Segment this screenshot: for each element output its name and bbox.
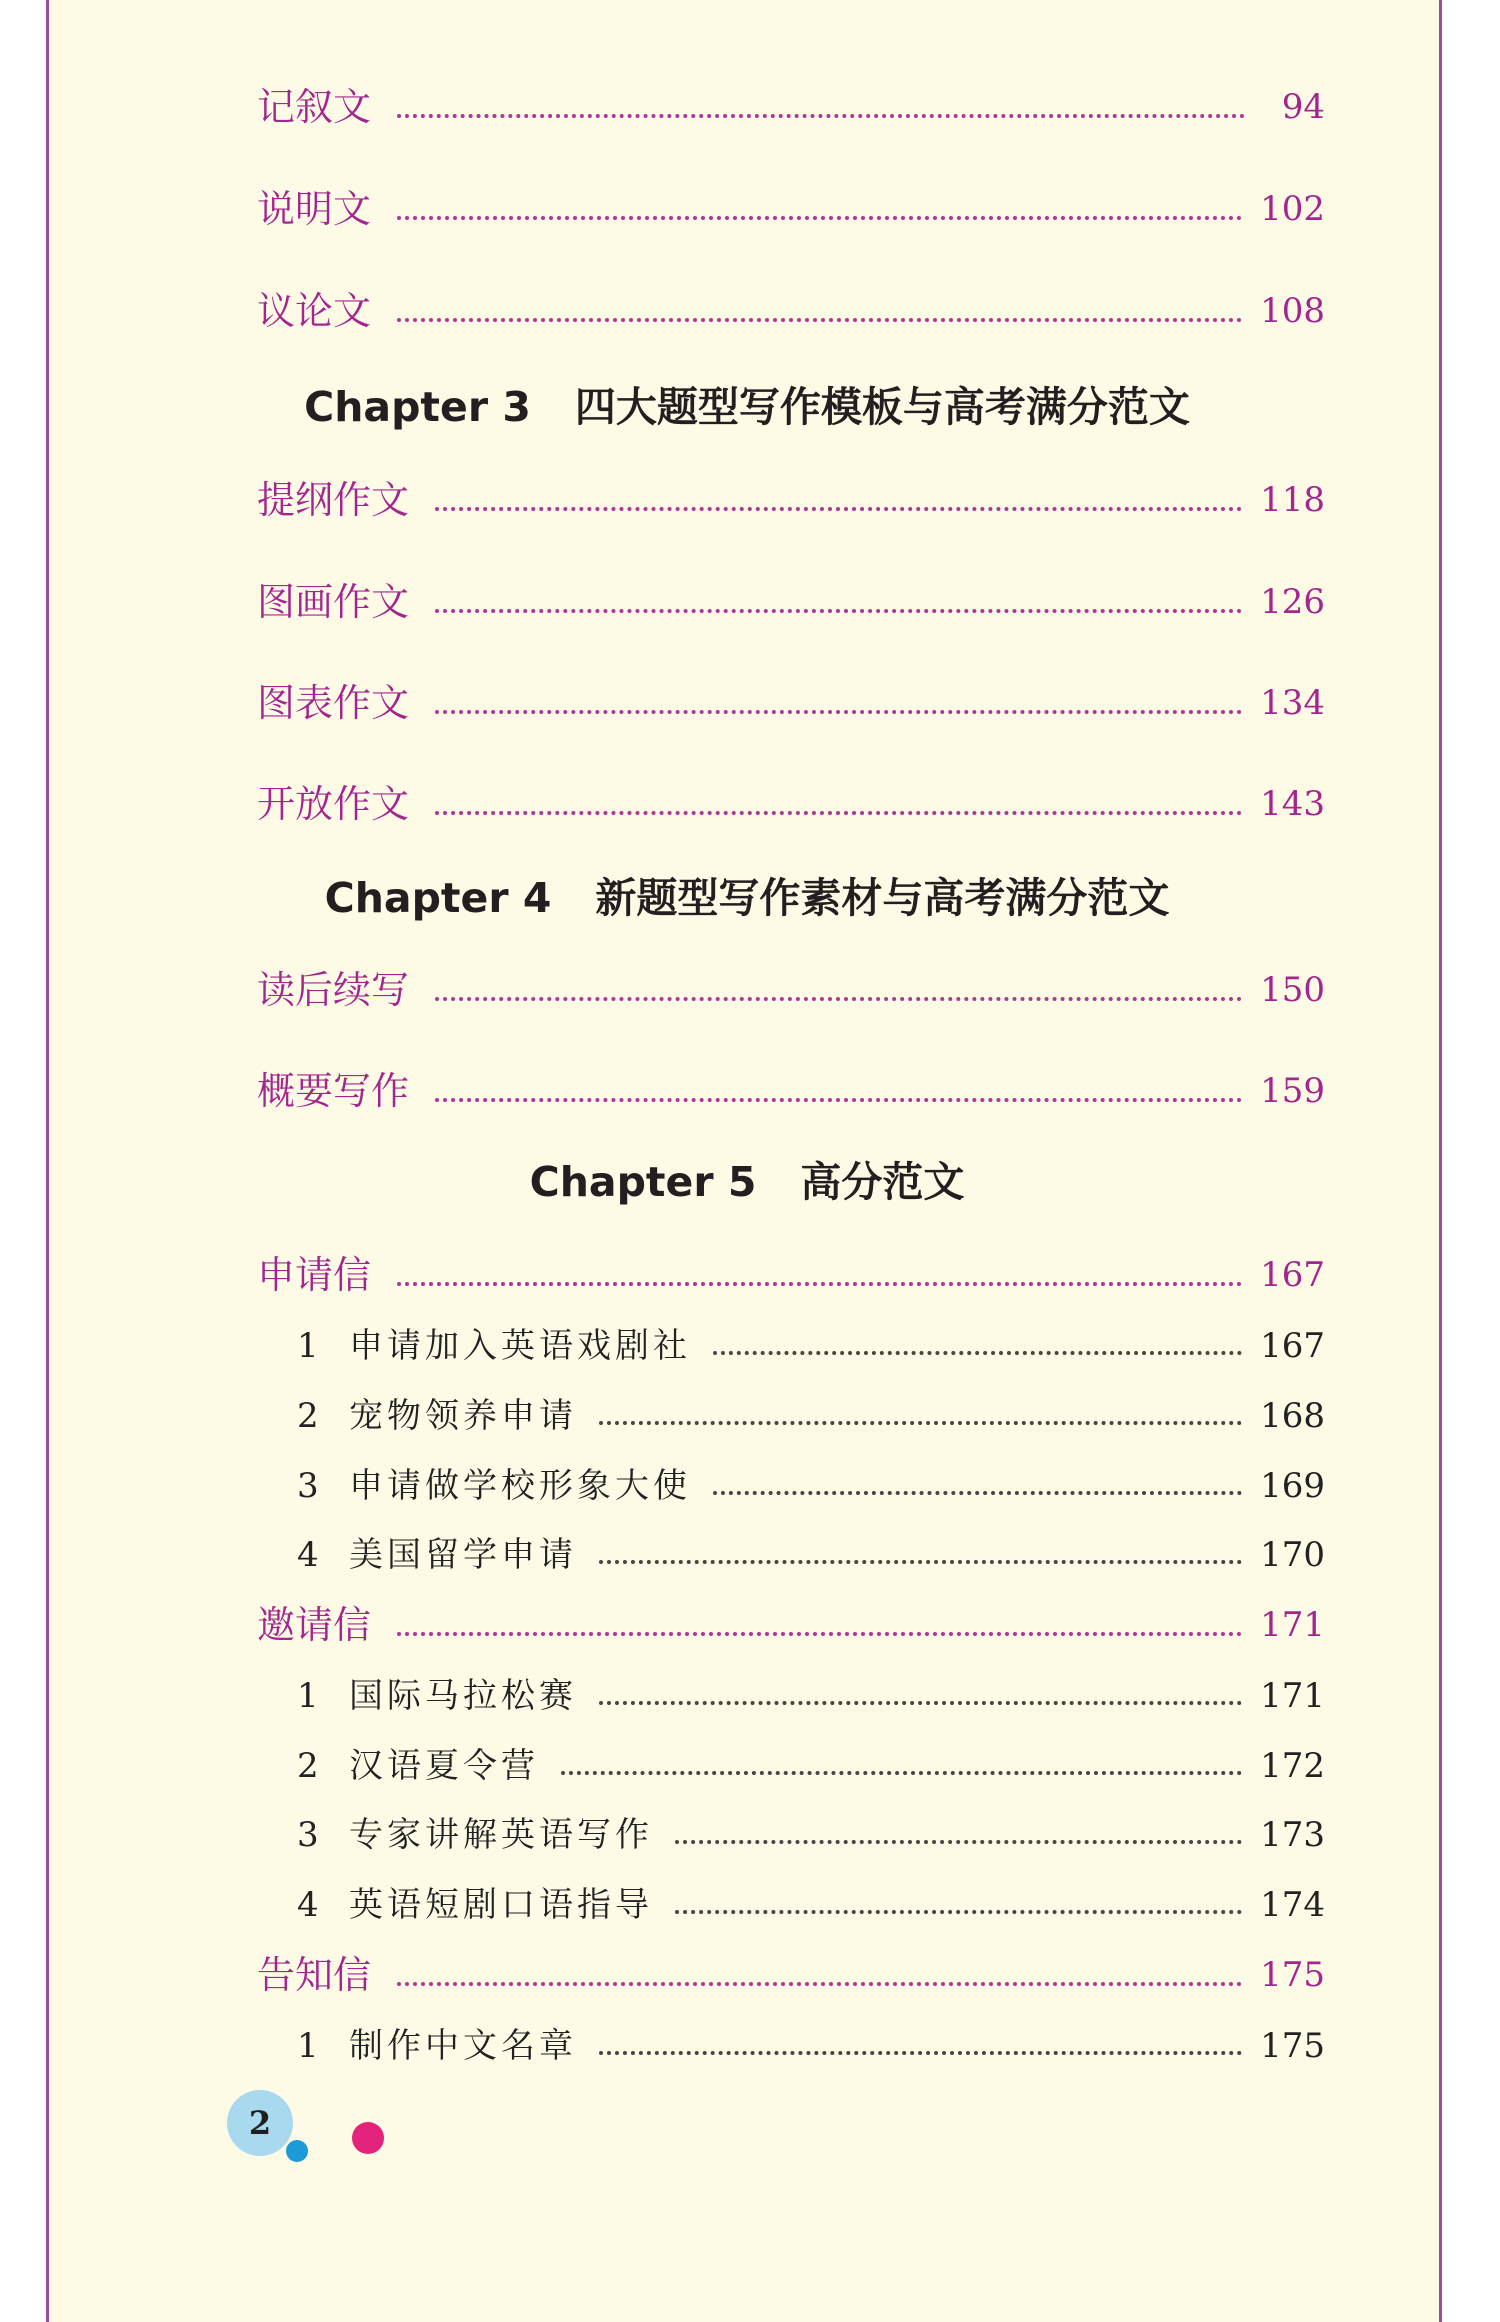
chapter-title: 高分范文 xyxy=(800,1158,965,1206)
toc-entry-page: 94 xyxy=(1281,87,1325,127)
chapter-5-heading xyxy=(49,1157,1445,1207)
toc-subentry-title: 制作中文名章 xyxy=(349,2026,577,2066)
toc-entry-title: 说明文 xyxy=(257,187,372,231)
toc-subentry-page: 170 xyxy=(1260,1535,1325,1575)
table-of-contents xyxy=(49,0,1500,2322)
toc-entry-page: 118 xyxy=(1260,480,1325,520)
dot-leader xyxy=(599,1421,1242,1425)
toc-subentry-title: 专家讲解英语写作 xyxy=(349,1815,653,1855)
toc-entry-expository[interactable] xyxy=(257,186,1325,232)
toc-entry-title: 申请信 xyxy=(257,1253,372,1297)
dot-leader xyxy=(561,1771,1242,1775)
toc-subentry-title: 美国留学申请 xyxy=(349,1535,577,1575)
toc-entry-page: 102 xyxy=(1260,189,1325,229)
toc-subentry-page: 174 xyxy=(1260,1885,1325,1925)
dot-leader xyxy=(713,1351,1242,1355)
toc-subentry-number: 4 xyxy=(297,1535,319,1575)
dot-leader xyxy=(713,1491,1242,1495)
dot-leader xyxy=(675,1840,1242,1844)
toc-entry[interactable] xyxy=(257,781,1325,827)
toc-entry-title: 记叙文 xyxy=(257,85,372,129)
dot-leader xyxy=(397,1982,1242,1986)
toc-entry-title: 开放作文 xyxy=(257,782,410,826)
toc-subentry[interactable] xyxy=(257,1675,1325,1717)
toc-entry[interactable] xyxy=(257,967,1325,1013)
dot-leader xyxy=(397,114,1245,118)
toc-subentry-number: 1 xyxy=(297,2026,319,2066)
toc-subentry[interactable] xyxy=(257,1745,1325,1787)
toc-entry-title: 图表作文 xyxy=(257,681,410,725)
toc-entry-argumentative[interactable] xyxy=(257,288,1325,334)
dot-leader xyxy=(435,1098,1242,1102)
chapter-3-heading xyxy=(49,382,1445,432)
toc-entry-title: 议论文 xyxy=(257,289,372,333)
toc-subentry-number: 3 xyxy=(297,1815,319,1855)
toc-entry-page: 126 xyxy=(1260,582,1325,622)
toc-entry-page: 108 xyxy=(1260,291,1325,331)
toc-subentry-page: 173 xyxy=(1260,1815,1325,1855)
dot-leader xyxy=(599,2051,1242,2055)
chapter-4-heading xyxy=(49,873,1445,923)
toc-entry-page: 159 xyxy=(1260,1071,1325,1111)
toc-subentry-page: 172 xyxy=(1260,1746,1325,1786)
toc-subentry-title: 英语短剧口语指导 xyxy=(349,1885,653,1925)
toc-entry-title: 提纲作文 xyxy=(257,478,410,522)
dot-leader xyxy=(599,1701,1242,1705)
dot-leader xyxy=(599,1560,1242,1564)
toc-subentry-number: 1 xyxy=(297,1676,319,1716)
dot-leader xyxy=(435,507,1242,511)
chapter-label: Chapter 4 xyxy=(324,874,552,922)
toc-entry[interactable] xyxy=(257,1068,1325,1114)
dot-leader xyxy=(397,216,1242,220)
dot-leader xyxy=(435,811,1242,815)
toc-subentry[interactable] xyxy=(257,1465,1325,1507)
toc-subentry-title: 国际马拉松赛 xyxy=(349,1676,577,1716)
toc-subentry-page: 167 xyxy=(1260,1326,1325,1366)
toc-subentry-number: 1 xyxy=(297,1326,319,1366)
toc-subentry-number: 2 xyxy=(297,1396,319,1436)
dot-leader xyxy=(397,1282,1242,1286)
toc-subentry-title: 申请加入英语戏剧社 xyxy=(349,1326,691,1366)
toc-subentry-page: 175 xyxy=(1260,2026,1325,2066)
toc-entry-page: 171 xyxy=(1260,1605,1325,1645)
toc-entry-title: 告知信 xyxy=(257,1953,372,1997)
toc-subentry-title: 申请做学校形象大使 xyxy=(349,1466,691,1506)
toc-subentry[interactable] xyxy=(257,1395,1325,1437)
toc-entry[interactable] xyxy=(257,680,1325,726)
toc-entry[interactable] xyxy=(257,579,1325,625)
toc-subentry-number: 4 xyxy=(297,1885,319,1925)
toc-entry-narrative[interactable] xyxy=(257,84,1325,130)
toc-group-application-letter[interactable] xyxy=(257,1252,1325,1298)
toc-subentry-page: 168 xyxy=(1260,1396,1325,1436)
toc-subentry[interactable] xyxy=(257,1814,1325,1856)
toc-subentry-title: 宠物领养申请 xyxy=(349,1396,577,1436)
chapter-label: Chapter 5 xyxy=(529,1158,757,1206)
toc-entry-title: 概要写作 xyxy=(257,1069,410,1113)
toc-subentry-page: 169 xyxy=(1260,1466,1325,1506)
toc-entry-page: 167 xyxy=(1260,1255,1325,1295)
toc-subentry[interactable] xyxy=(257,2025,1325,2067)
pink-dot-decoration xyxy=(352,2122,384,2154)
dot-leader xyxy=(435,609,1242,613)
toc-entry-title: 邀请信 xyxy=(257,1603,372,1647)
toc-subentry-page: 171 xyxy=(1260,1676,1325,1716)
chapter-title: 四大题型写作模板与高考满分范文 xyxy=(574,383,1190,431)
toc-subentry[interactable] xyxy=(257,1534,1325,1576)
toc-subentry[interactable] xyxy=(257,1325,1325,1367)
toc-group-notification-letter[interactable] xyxy=(257,1952,1325,1998)
toc-entry[interactable] xyxy=(257,477,1325,523)
dot-leader xyxy=(435,710,1242,714)
toc-subentry[interactable] xyxy=(257,1884,1325,1926)
toc-entry-title: 读后续写 xyxy=(257,968,410,1012)
toc-entry-page: 134 xyxy=(1260,683,1325,723)
chapter-title: 新题型写作素材与高考满分范文 xyxy=(595,874,1170,922)
dot-leader xyxy=(397,1632,1242,1636)
dot-leader xyxy=(675,1910,1242,1914)
toc-entry-page: 143 xyxy=(1260,784,1325,824)
blue-dot-decoration xyxy=(286,2140,308,2162)
dot-leader xyxy=(397,318,1242,322)
toc-entry-page: 150 xyxy=(1260,970,1325,1010)
toc-group-invitation-letter[interactable] xyxy=(257,1602,1325,1648)
toc-subentry-title: 汉语夏令营 xyxy=(349,1746,539,1786)
chapter-label: Chapter 3 xyxy=(304,383,531,431)
toc-subentry-number: 3 xyxy=(297,1466,319,1506)
dot-leader xyxy=(435,997,1242,1001)
book-page xyxy=(46,0,1442,2322)
toc-entry-page: 175 xyxy=(1260,1955,1325,1995)
page-number-badge: 2 xyxy=(227,2090,293,2156)
toc-subentry-number: 2 xyxy=(297,1746,319,1786)
toc-entry-title: 图画作文 xyxy=(257,580,410,624)
